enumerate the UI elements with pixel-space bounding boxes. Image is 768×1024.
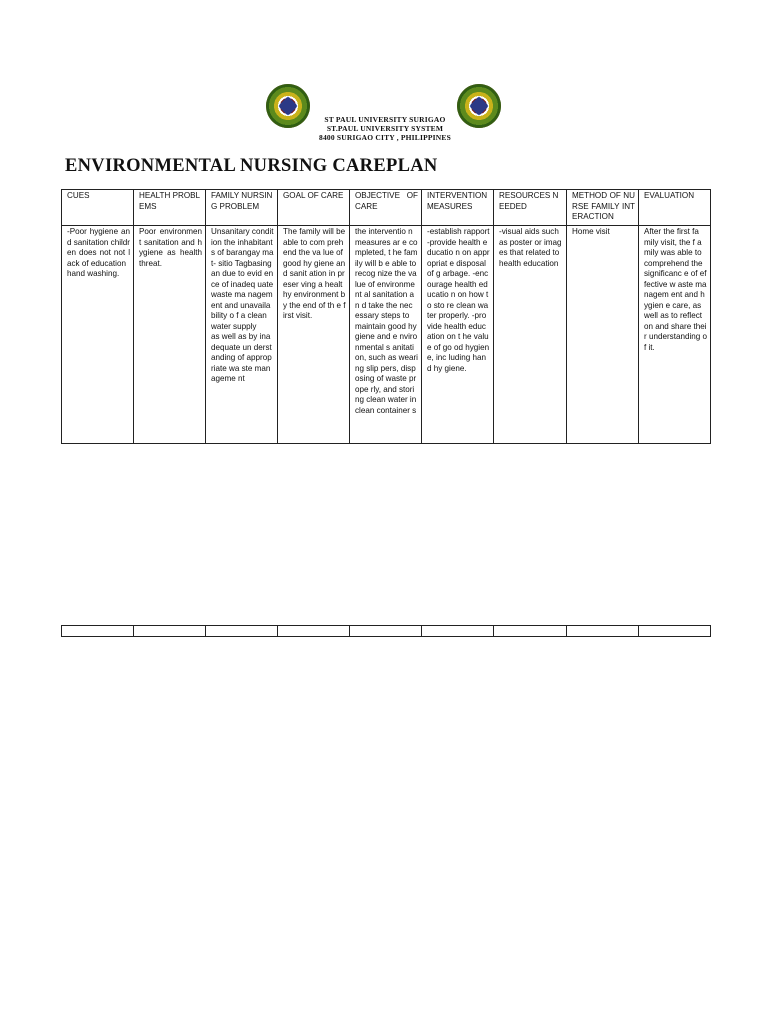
header-resources-needed: RESOURCES NEEDED — [494, 190, 567, 226]
empty-cell — [567, 626, 639, 637]
university-address: 8400 SURIGAO CITY , PHILIPPINES — [319, 133, 451, 142]
empty-cell — [62, 626, 134, 637]
table-header-row — [62, 190, 711, 226]
cell-objective-of-care: the interventio n measures ar e completed, t he family will b e able to recog nize the value of environment al sanitation an d take the nec essary steps to maintain good hygiene and e nvironmental s anitation, such as wearing slip pers, disposing of waste prope rly, and storing clean water in clean container s — [350, 226, 422, 444]
empty-cell — [639, 626, 711, 637]
cell-health-problems: Poor environment sanitation and hygiene as health threat. — [134, 226, 206, 444]
empty-cell — [134, 626, 206, 637]
header-goal-of-care: GOAL OF CARE — [278, 190, 350, 226]
cell-family-nursing-problem: Unsanitary condition the inhabitants of barangay mat- sitio Tagbasing an due to evid ence of inadeq uate waste ma nagement and unavailability o f a clean water supply as well as by inadequate un derstanding of appropriate wa ste manageme nt — [206, 226, 278, 444]
cell-intervention-measures: -establish rapport -provide health educatio n on appropriat e disposal of g arbage. -encourage health educatio n on how to sto re clean water properly. -provide health education on t he value of go od hygiene, inc luding hand hy giene. — [422, 226, 494, 444]
empty-cell — [278, 626, 350, 637]
university-name: ST PAUL UNIVERSITY SURIGAO — [324, 115, 446, 124]
empty-cell — [422, 626, 494, 637]
cell-method-of-interaction: Home visit — [567, 226, 639, 444]
cell-resources-needed: -visual aids such as poster or images that related to health education — [494, 226, 567, 444]
empty-table-row — [61, 625, 711, 637]
table-row — [62, 626, 711, 637]
header-objective-of-care: OBJECTIVE OF CARE — [350, 190, 422, 226]
table-row — [62, 226, 711, 444]
header-evaluation: EVALUATION — [639, 190, 711, 226]
cell-goal-of-care: The family will be able to com prehend the va lue of good hy giene and sanit ation in preser ving a healthy environment b y the end of th e first visit. — [278, 226, 350, 444]
document-title: ENVIRONMENTAL NURSING CAREPLAN — [65, 156, 438, 176]
empty-cell — [206, 626, 278, 637]
empty-cell — [494, 626, 567, 637]
header-family-nursing-problem: FAMILY NURSING PROBLEM — [206, 190, 278, 226]
empty-cell — [350, 626, 422, 637]
header-cues: CUES — [62, 190, 134, 226]
header-health-problems: HEALTH PROBLEMS — [134, 190, 206, 226]
careplan-table — [61, 189, 711, 444]
cell-cues: -Poor hygiene and sanitation children does not not lack of education hand washing. — [62, 226, 134, 444]
university-system: ST.PAUL UNIVERSITY SYSTEM — [326, 124, 444, 133]
header-intervention-measures: INTERVENTION MEASURES — [422, 190, 494, 226]
cell-evaluation: After the first fa mily visit, the f amily was able to comprehend the significanc e of effective w aste managem ent and hygien e care, as well as to reflect on and share their understanding of it. — [639, 226, 711, 444]
header-method-of-interaction: METHOD OF NURSE FAMILY INTERACTION — [567, 190, 639, 226]
